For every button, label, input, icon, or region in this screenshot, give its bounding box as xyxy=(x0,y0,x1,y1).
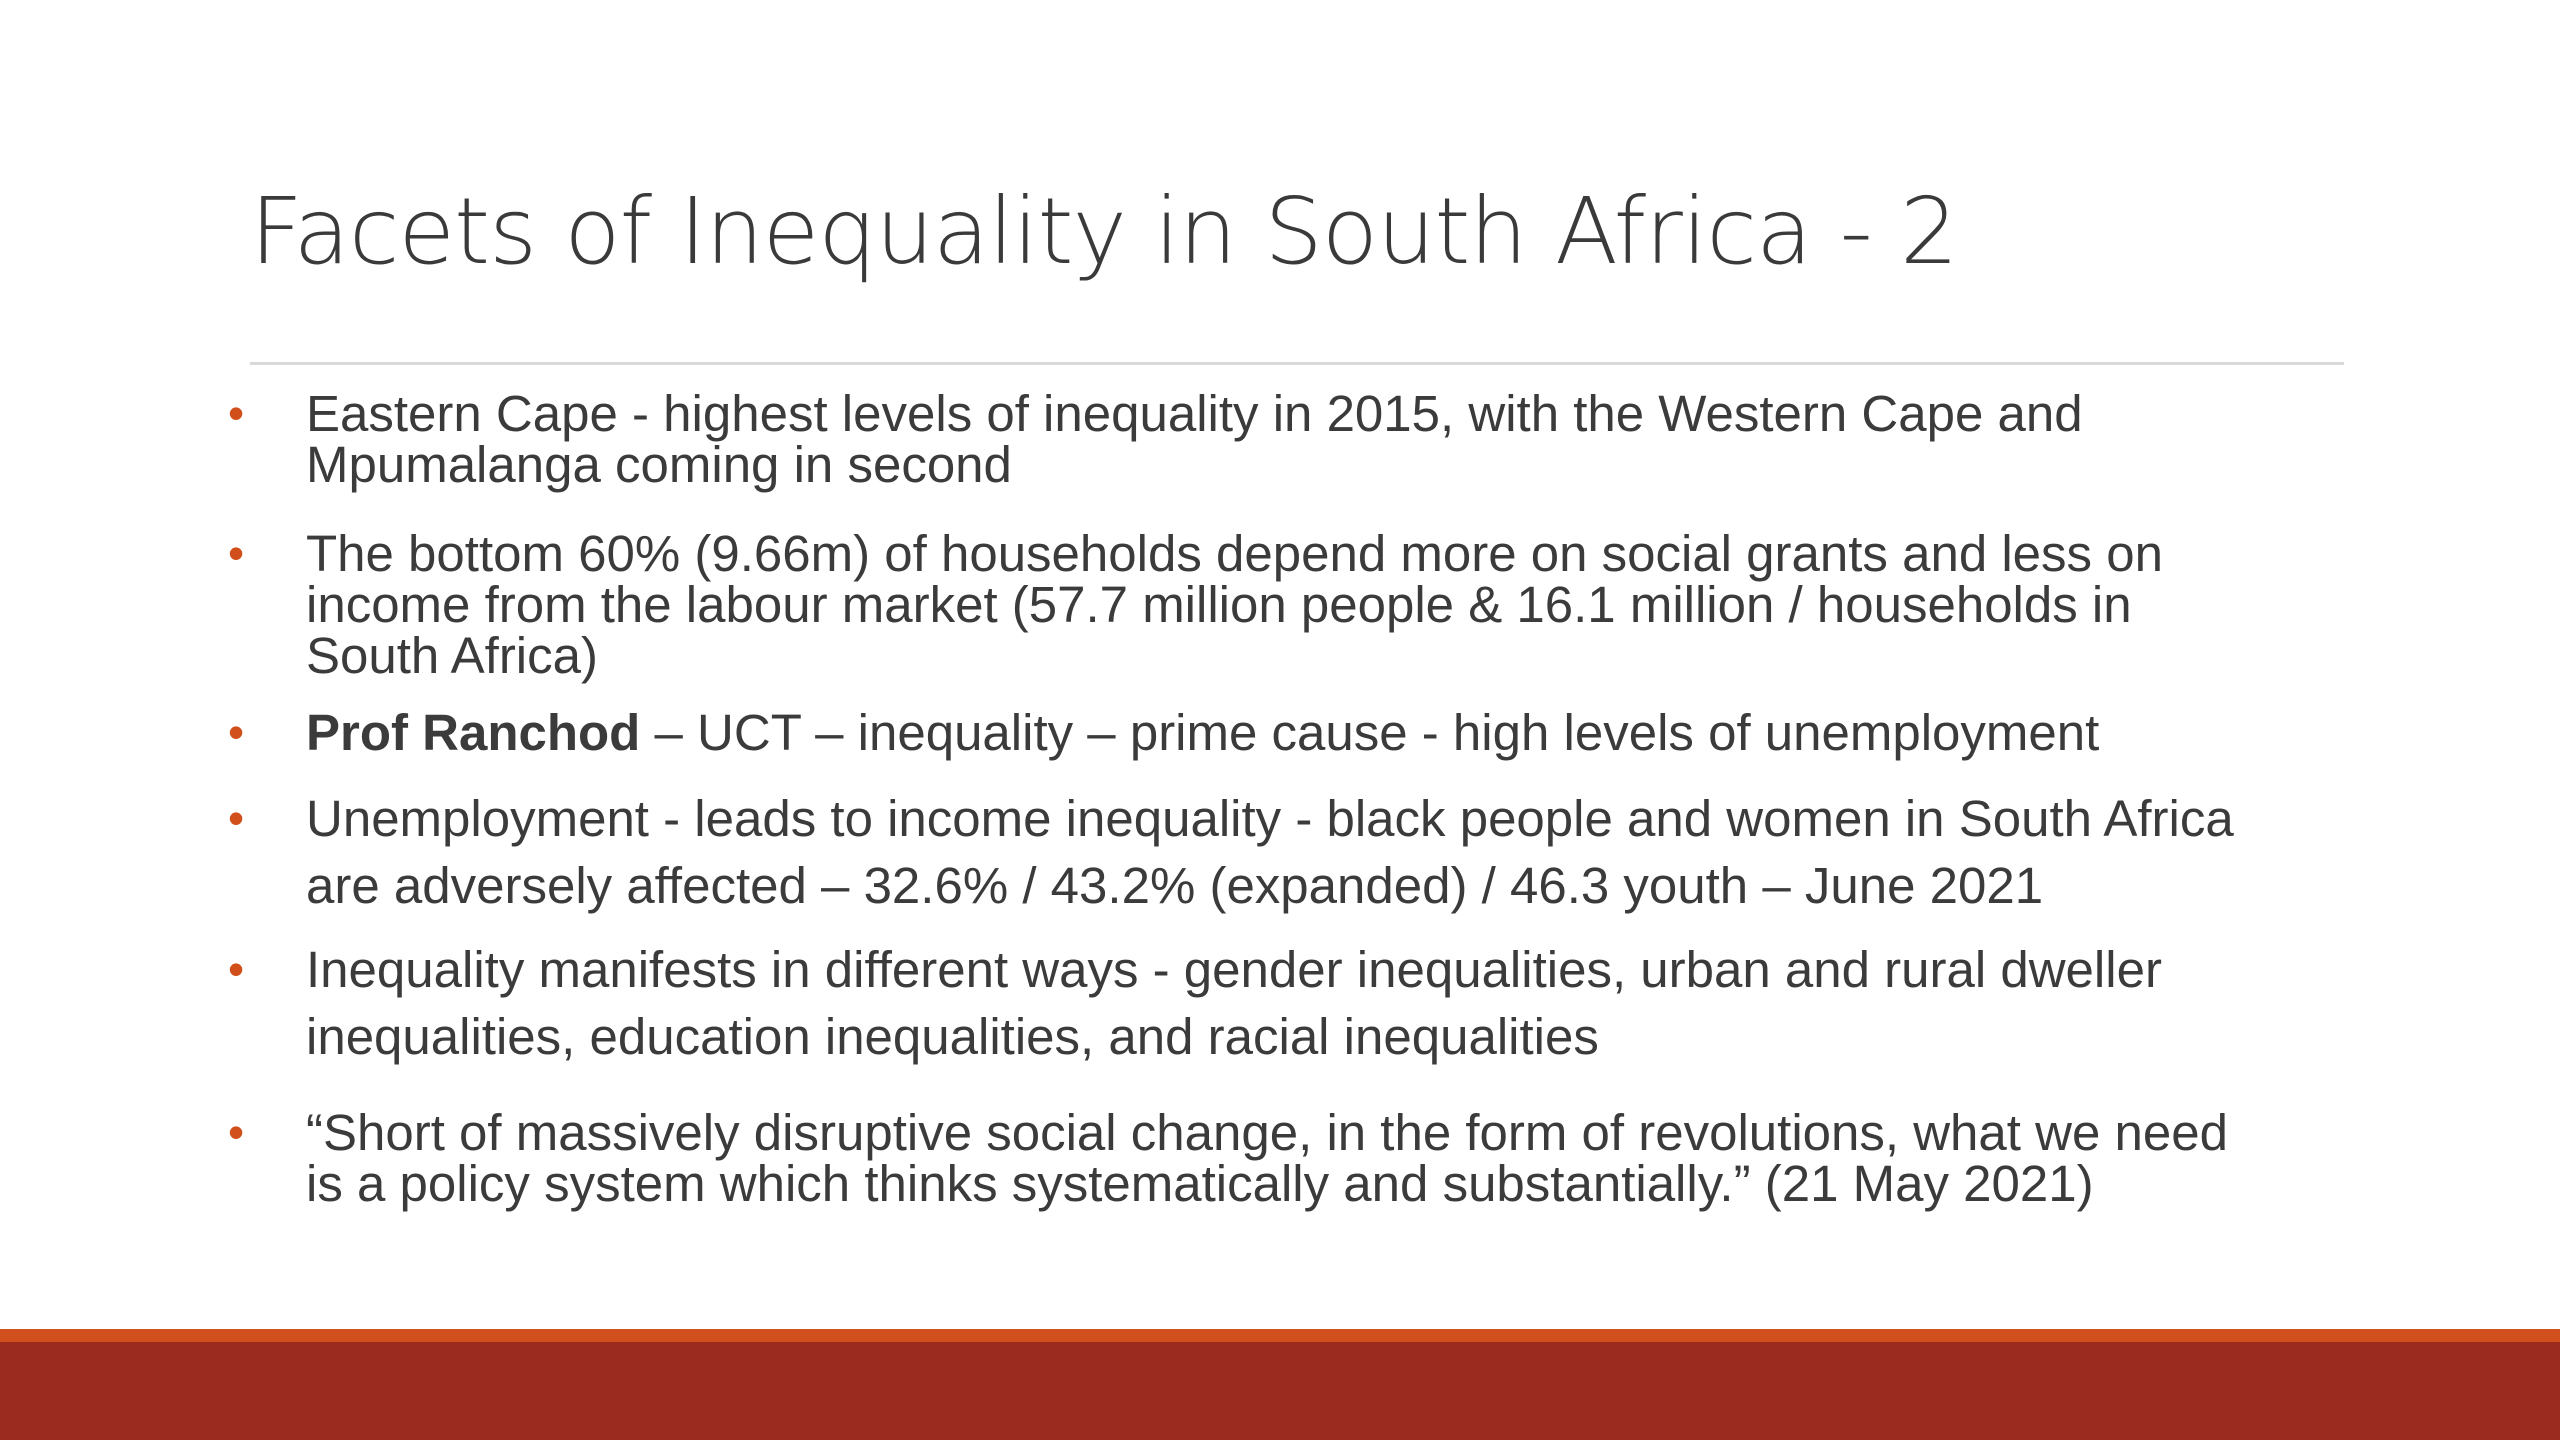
bullet-text-line: The bottom 60% (9.66m) of households depend more on social grants and less on xyxy=(306,525,2163,582)
bullet-marker: • xyxy=(228,706,245,758)
bullet-marker: • xyxy=(228,1106,245,1158)
bullet-text-line: “Short of massively disruptive social change, in the form of revolutions, what we need xyxy=(306,1104,2228,1161)
bullet-text-line: is a policy system which thinks systematically and substantially.” (21 May 2021) xyxy=(306,1155,2094,1212)
bullet-item xyxy=(228,1104,2396,1212)
bullet-text-line: South Africa) xyxy=(306,627,598,684)
bullet-text-line: Eastern Cape - highest levels of inequality in 2015, with the Western Cape and xyxy=(306,385,2083,442)
bullet-text-line: are adversely affected – 32.6% / 43.2% (expanded) / 46.3 youth – June 2021 xyxy=(306,857,2044,914)
bullet-text-rest: – UCT – inequality – prime cause - high levels of unemployment xyxy=(640,704,2100,761)
bullet-item xyxy=(228,525,2396,684)
slide-title: Facets of Inequality in South Africa - 2 xyxy=(250,178,1958,285)
bullet-item xyxy=(228,936,2396,1070)
bullet-marker: • xyxy=(228,527,245,579)
bullet-text-line: Mpumalanga coming in second xyxy=(306,436,1012,493)
bullet-item xyxy=(228,704,2396,761)
bullet-marker: • xyxy=(228,792,245,844)
bullet-item xyxy=(228,785,2396,919)
bullet-marker: • xyxy=(228,387,245,439)
bullet-text-line: inequalities, education inequalities, and racial inequalities xyxy=(306,1008,1599,1065)
title-divider xyxy=(250,362,2344,365)
bullet-marker: • xyxy=(228,943,245,995)
bullet-text-line: income from the labour market (57.7 million people & 16.1 million / households in xyxy=(306,576,2132,633)
footer-band xyxy=(0,1342,2560,1440)
bullet-item xyxy=(228,385,2396,493)
footer-accent-stripe xyxy=(0,1329,2560,1342)
bullet-text-line xyxy=(306,704,2396,761)
bullet-text-line: Inequality manifests in different ways - gender inequalities, urban and rural dweller xyxy=(306,941,2162,998)
bullet-text-line: Unemployment - leads to income inequality - black people and women in South Africa xyxy=(306,790,2234,847)
speaker-name: Prof Ranchod xyxy=(306,704,641,761)
